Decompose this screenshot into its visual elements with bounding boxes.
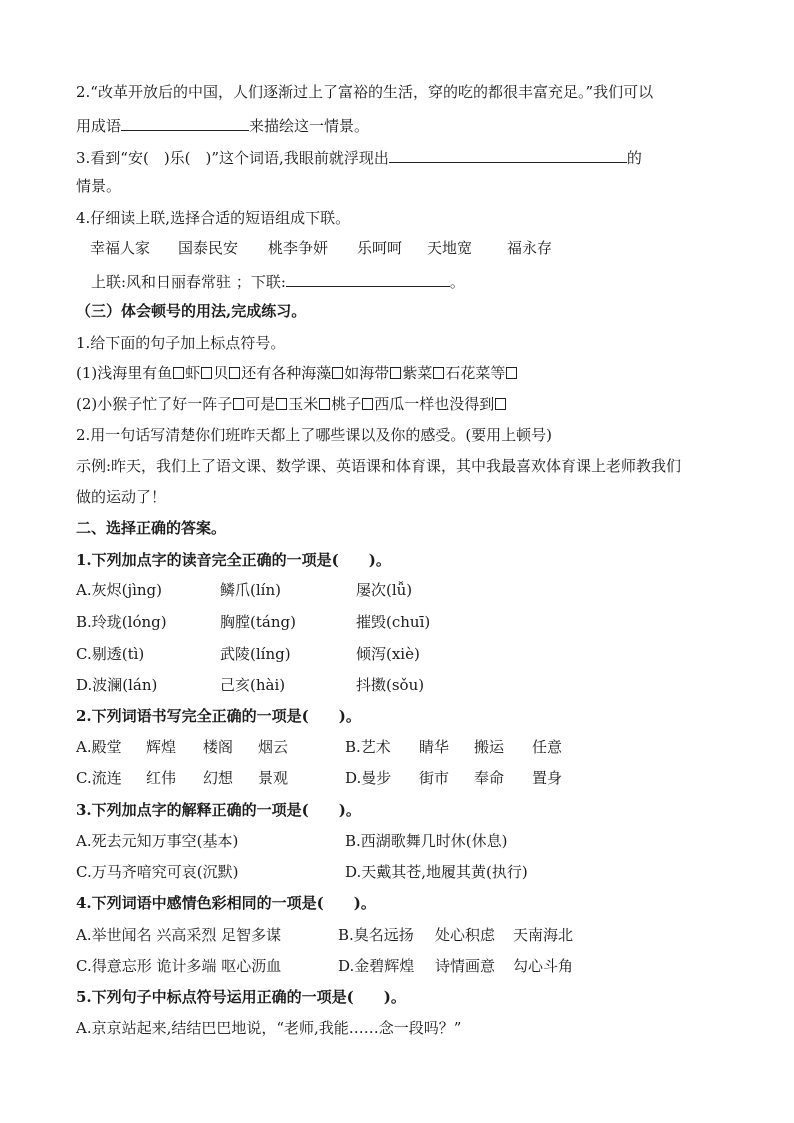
option-item: 烟云 — [258, 738, 289, 756]
couplet-prefix: 上联:风和日丽春常驻 ；下联: — [91, 273, 286, 291]
punctuation-box[interactable] — [233, 398, 244, 410]
option-item: 景观 — [258, 769, 289, 787]
punctuation-box[interactable] — [433, 367, 444, 379]
option-item: C.剔透(tì) — [76, 645, 145, 663]
option-item: 辉煌 — [146, 738, 177, 756]
punctuation-box[interactable] — [173, 367, 184, 379]
option-item: 胸膛(táng) — [220, 613, 296, 631]
option-item: 置身 — [532, 769, 563, 787]
mcq-2-stem: 2.下列词语书写完全正确的一项是( )。 — [76, 707, 361, 725]
section-3-title: （三）体会顿号的用法,完成练习。 — [76, 302, 307, 320]
option-item: A.灰烬(jìng) — [76, 581, 163, 599]
option-item: 任意 — [532, 738, 563, 756]
punctuation-box[interactable] — [319, 398, 330, 410]
option-item: D.金碧辉煌 — [338, 957, 415, 975]
sentence-1-part: 石花菜等 — [445, 364, 506, 382]
mcq-1-stem: 1.下列加点字的读音完全正确的一项是( )。 — [76, 551, 391, 569]
mcq-5-stem: 5.下列句子中标点符号运用正确的一项是( )。 — [76, 988, 406, 1006]
option-item: A.死去元知万事空(基本) — [76, 832, 239, 850]
punctuation-box[interactable] — [506, 367, 517, 379]
punctuation-box[interactable] — [276, 398, 287, 410]
couplet-option: 幸福人家 — [90, 239, 151, 257]
punctuation-box[interactable] — [390, 367, 401, 379]
option-item: 奉命 — [474, 769, 505, 787]
option-item: B.玲珑(lóng) — [76, 613, 167, 631]
idiom-answer-blank[interactable] — [121, 114, 249, 131]
sentence-1-part: 虾 — [185, 364, 201, 382]
option-item: D.曼步 — [345, 769, 392, 787]
couplet-line — [91, 270, 465, 292]
question-2-suffix: 来描绘这一情景。 — [249, 117, 370, 135]
question-2-line-1: 2.“改革开放后的中国，人们逐渐过上了富裕的生活，穿的吃的都很丰富充足。”我们可以 — [76, 83, 654, 101]
question-4-stem: 4.仔细读上联,选择合适的短语组成下联。 — [76, 209, 351, 227]
section-3-q2: 2.用一句话写清楚你们班昨天都上了哪些课以及你的感受。(要用上顿号) — [76, 426, 553, 444]
option-item: 己亥(hài) — [220, 676, 286, 694]
sentence-2-part: (2)小猴子忙了好一阵子 — [76, 395, 233, 413]
couplet-option: 天地宽 — [427, 239, 473, 257]
mcq-3-stem: 3.下列加点字的解释正确的一项是( )。 — [76, 801, 361, 819]
option-item: 勾心斗角 — [513, 957, 574, 975]
option-item: 武陵(líng) — [220, 645, 291, 663]
scene-answer-blank[interactable] — [389, 146, 627, 163]
option-item: C.流连 — [76, 769, 122, 787]
punctuation-box[interactable] — [362, 398, 373, 410]
couplet-suffix: 。 — [449, 273, 465, 291]
option-item: 抖擞(sǒu) — [356, 676, 425, 694]
option-item: 红伟 — [146, 769, 177, 787]
option-item: B.臭名远扬 — [338, 926, 414, 944]
option-item: A.殿堂 — [76, 738, 122, 756]
option-item: 诗情画意 — [435, 957, 496, 975]
sentence-2-part: 西瓜一样也没得到 — [374, 395, 495, 413]
couplet-answer-blank[interactable] — [286, 270, 450, 287]
mcq-5-option-a[interactable]: A.京京站起来,结结巴巴地说，“老师,我能……念一段吗？” — [76, 1019, 462, 1037]
couplet-option: 桃李争妍 — [268, 239, 329, 257]
sentence-1-part: 贝 — [213, 364, 229, 382]
option-item: 搬运 — [474, 738, 505, 756]
option-item: 幻想 — [203, 769, 234, 787]
option-item: 天南海北 — [513, 926, 574, 944]
sentence-2-part: 玉米 — [288, 395, 319, 413]
option-item: 处心积虑 — [435, 926, 496, 944]
couplet-option: 乐呵呵 — [357, 239, 403, 257]
option-item: 鳞爪(lín) — [220, 581, 281, 599]
option-item: C.得意忘形 诡计多端 呕心沥血 — [76, 957, 282, 975]
question-3-prefix: 3.看到“安( )乐( )”这个词语,我眼前就浮现出 — [76, 149, 389, 167]
example-line-2: 做的运动了！ — [76, 488, 167, 506]
option-item: D.波澜(lán) — [76, 676, 158, 694]
option-item: 摧毁(chuī) — [356, 613, 431, 631]
sentence-2-part: 可是 — [245, 395, 276, 413]
option-item: 楼阁 — [203, 738, 234, 756]
sentence-2-part: 桃子 — [331, 395, 362, 413]
punctuation-box[interactable] — [495, 398, 506, 410]
sentence-1-part: 如海带 — [344, 364, 390, 382]
example-line-1: 示例:昨天，我们上了语文课、数学课、英语课和体育课，其中我最喜欢体育课上老师教我们 — [76, 457, 682, 475]
question-3-line-2: 情景。 — [76, 177, 122, 195]
question-2-prefix: 用成语 — [76, 117, 122, 135]
punctuation-box[interactable] — [201, 367, 212, 379]
option-item: B.艺术 — [345, 738, 391, 756]
option-item: 倾泻(xiè) — [356, 645, 420, 663]
couplet-option: 国泰民安 — [178, 239, 239, 257]
question-2-line-2 — [76, 114, 369, 136]
option-item: D.天戴其苍,地履其黄(执行) — [345, 863, 528, 881]
part-2-title: 二、选择正确的答案。 — [76, 519, 227, 537]
option-item: A.举世闻名 兴高采烈 足智多谋 — [76, 926, 282, 944]
mcq-4-stem: 4.下列词语中感情色彩相同的一项是( )。 — [76, 894, 376, 912]
punctuation-box[interactable] — [332, 367, 343, 379]
punctuation-box[interactable] — [229, 367, 240, 379]
couplet-option: 福永存 — [507, 239, 553, 257]
sentence-1-part: (1)浅海里有鱼 — [76, 364, 173, 382]
sentence-1-part: 紫菜 — [402, 364, 433, 382]
option-item: C.万马齐喑究可哀(沉默) — [76, 863, 239, 881]
option-item: 睛华 — [419, 738, 450, 756]
sentence-1-part: 还有各种海藻 — [241, 364, 332, 382]
question-3-line-1 — [76, 146, 642, 168]
sentence-2 — [76, 394, 507, 414]
question-3-suffix: 的 — [626, 149, 642, 167]
option-item: 街市 — [419, 769, 450, 787]
section-3-q1: 1.给下面的句子加上标点符号。 — [76, 334, 286, 352]
option-item: 屡次(lǚ) — [356, 581, 413, 599]
sentence-1 — [76, 363, 518, 383]
option-item: B.西湖歌舞几时休(休息) — [345, 832, 508, 850]
